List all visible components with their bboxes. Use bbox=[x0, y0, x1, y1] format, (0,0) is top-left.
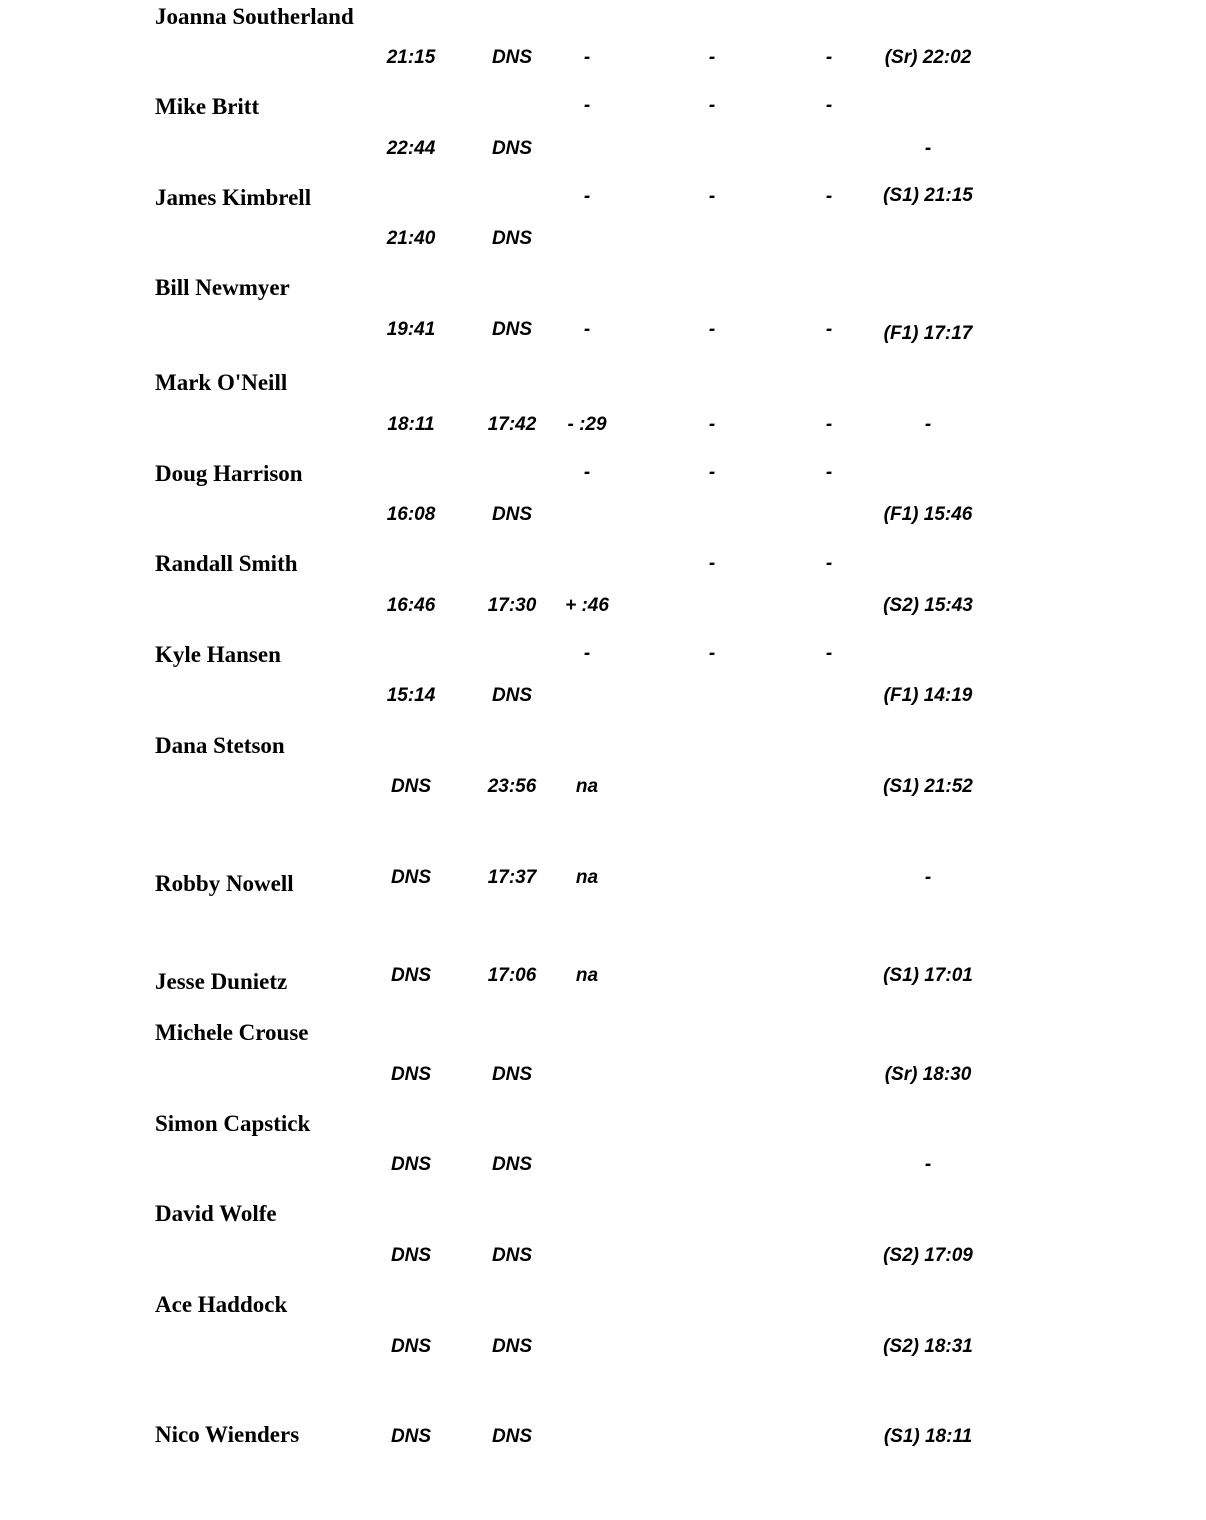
runner-name: Bill Newmyer bbox=[155, 275, 290, 300]
first-time: DNS bbox=[390, 1426, 432, 1447]
runner-name: Mark O'Neill bbox=[155, 370, 288, 395]
second-time: DNS bbox=[491, 504, 533, 525]
first-time: DNS bbox=[390, 965, 432, 986]
second-time: DNS bbox=[491, 228, 533, 249]
column-4-value: - bbox=[708, 414, 716, 435]
runner-name: James Kimbrell bbox=[155, 185, 312, 210]
best-time: (S2) 17:09 bbox=[883, 1245, 973, 1266]
runner-name: Nico Wienders bbox=[155, 1422, 300, 1447]
time-difference: na bbox=[575, 776, 599, 797]
runner-name: Michele Crouse bbox=[155, 1020, 309, 1045]
runner-name: Joanna Southerland bbox=[155, 4, 354, 29]
best-time: - bbox=[924, 138, 932, 159]
second-time: DNS bbox=[491, 1154, 533, 1175]
time-difference: na bbox=[575, 965, 599, 986]
best-time: (S1) 21:52 bbox=[883, 776, 973, 797]
time-difference: - bbox=[583, 95, 591, 116]
runner-name: David Wolfe bbox=[155, 1201, 277, 1226]
second-time: 17:37 bbox=[487, 867, 537, 888]
best-time: (S2) 15:43 bbox=[883, 595, 973, 616]
second-time: DNS bbox=[491, 1426, 533, 1447]
time-difference: - bbox=[583, 47, 591, 68]
runner-name: Kyle Hansen bbox=[155, 642, 281, 667]
second-time: DNS bbox=[491, 1336, 533, 1357]
time-difference: - bbox=[583, 186, 591, 207]
runner-name: Ace Haddock bbox=[155, 1292, 288, 1317]
column-4-value: - bbox=[708, 95, 716, 116]
best-time: (S1) 18:11 bbox=[883, 1426, 973, 1447]
runner-name: Dana Stetson bbox=[155, 733, 285, 758]
best-time: - bbox=[924, 414, 932, 435]
first-time: 16:08 bbox=[386, 504, 436, 525]
best-time: (Sr) 22:02 bbox=[884, 47, 972, 68]
first-time: 18:11 bbox=[387, 414, 435, 435]
column-5-value: - bbox=[825, 643, 833, 664]
second-time: DNS bbox=[491, 319, 533, 340]
time-difference: - bbox=[583, 319, 591, 340]
second-time: 17:06 bbox=[487, 965, 537, 986]
runner-name: Mike Britt bbox=[155, 94, 260, 119]
column-5-value: - bbox=[825, 462, 833, 483]
time-difference: na bbox=[575, 867, 599, 888]
first-time: 16:46 bbox=[386, 595, 436, 616]
column-5-value: - bbox=[825, 553, 833, 574]
first-time: 15:14 bbox=[386, 685, 436, 706]
best-time: (S1) 17:01 bbox=[883, 965, 973, 986]
column-5-value: - bbox=[825, 47, 833, 68]
runner-name: Simon Capstick bbox=[155, 1111, 311, 1136]
best-time: (S1) 21:15 bbox=[883, 185, 973, 206]
best-time: - bbox=[924, 867, 932, 888]
second-time: 17:42 bbox=[487, 414, 537, 435]
time-difference: - bbox=[583, 643, 591, 664]
best-time: (F1) 17:17 bbox=[883, 323, 973, 344]
second-time: DNS bbox=[491, 1245, 533, 1266]
best-time: (Sr) 18:30 bbox=[884, 1064, 972, 1085]
column-4-value: - bbox=[708, 643, 716, 664]
best-time: (F1) 14:19 bbox=[883, 685, 973, 706]
best-time: - bbox=[924, 1154, 932, 1175]
column-5-value: - bbox=[825, 186, 833, 207]
first-time: 21:15 bbox=[386, 47, 436, 68]
first-time: DNS bbox=[390, 776, 432, 797]
second-time: 23:56 bbox=[487, 776, 537, 797]
best-time: (F1) 15:46 bbox=[883, 504, 973, 525]
first-time: DNS bbox=[390, 1336, 432, 1357]
column-4-value: - bbox=[708, 47, 716, 68]
second-time: 17:30 bbox=[487, 595, 537, 616]
time-difference: - :29 bbox=[567, 414, 607, 435]
first-time: DNS bbox=[390, 1064, 432, 1085]
column-4-value: - bbox=[708, 462, 716, 483]
column-4-value: - bbox=[708, 319, 716, 340]
runner-name: Jesse Dunietz bbox=[155, 969, 288, 994]
first-time: DNS bbox=[390, 1245, 432, 1266]
column-4-value: - bbox=[708, 186, 716, 207]
column-5-value: - bbox=[825, 319, 833, 340]
best-time: (S2) 18:31 bbox=[883, 1336, 973, 1357]
second-time: DNS bbox=[491, 1064, 533, 1085]
time-difference: + :46 bbox=[565, 595, 609, 616]
first-time: DNS bbox=[390, 1154, 432, 1175]
column-4-value: - bbox=[708, 553, 716, 574]
column-5-value: - bbox=[825, 414, 833, 435]
first-time: 19:41 bbox=[386, 319, 436, 340]
time-difference: - bbox=[583, 462, 591, 483]
column-5-value: - bbox=[825, 95, 833, 116]
second-time: DNS bbox=[491, 685, 533, 706]
runner-name: Doug Harrison bbox=[155, 461, 303, 486]
second-time: DNS bbox=[491, 138, 533, 159]
runner-name: Robby Nowell bbox=[155, 871, 294, 896]
second-time: DNS bbox=[491, 47, 533, 68]
first-time: 22:44 bbox=[386, 138, 436, 159]
first-time: DNS bbox=[390, 867, 432, 888]
runner-name: Randall Smith bbox=[155, 551, 298, 576]
first-time: 21:40 bbox=[386, 228, 436, 249]
